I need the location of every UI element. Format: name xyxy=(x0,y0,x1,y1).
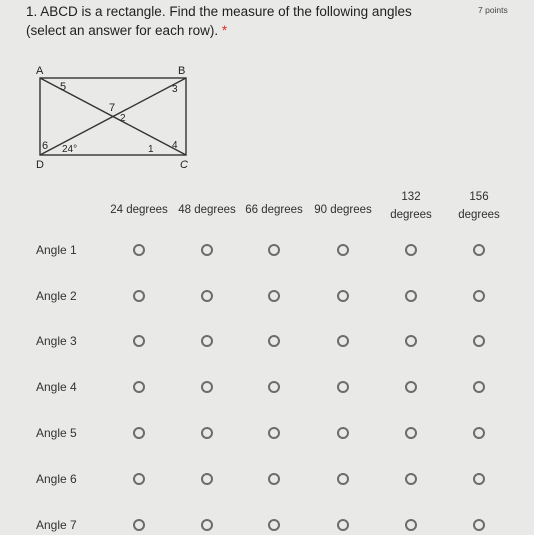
radio-angle-5-option-5[interactable] xyxy=(405,427,417,439)
radio-angle-4-option-5[interactable] xyxy=(405,381,417,393)
radio-angle-1-option-6[interactable] xyxy=(473,244,485,256)
radio-angle-4-option-1[interactable] xyxy=(133,381,145,393)
rectangle-diagram xyxy=(28,60,208,180)
column-header-line1: 156 xyxy=(469,191,489,203)
radio-angle-5-option-1[interactable] xyxy=(133,427,145,439)
radio-angle-5-option-3[interactable] xyxy=(268,427,280,439)
radio-angle-7-option-5[interactable] xyxy=(405,519,417,531)
row-label-angle-5: Angle 5 xyxy=(36,426,77,440)
radio-angle-5-option-6[interactable] xyxy=(473,427,485,439)
angle-label-4: 4 xyxy=(172,140,178,151)
column-header-1 xyxy=(104,201,174,219)
question-title: 1. ABCD is a rectangle. Find the measure of the following angles (select an answer for each row). xyxy=(26,4,412,38)
row-label-angle-2: Angle 2 xyxy=(36,289,77,303)
column-header-6 xyxy=(444,188,514,224)
required-mark: * xyxy=(221,23,228,38)
column-header-line1: 132 xyxy=(401,191,421,203)
radio-angle-3-option-5[interactable] xyxy=(405,335,417,347)
radio-angle-5-option-4[interactable] xyxy=(337,427,349,439)
radio-angle-4-option-6[interactable] xyxy=(473,381,485,393)
angle-label-1: 1 xyxy=(148,144,154,155)
radio-angle-6-option-4[interactable] xyxy=(337,473,349,485)
radio-angle-4-option-4[interactable] xyxy=(337,381,349,393)
vertex-c: C xyxy=(180,159,188,171)
angle-label-3: 3 xyxy=(172,84,178,95)
row-label-angle-3: Angle 3 xyxy=(36,334,77,348)
radio-angle-1-option-5[interactable] xyxy=(405,244,417,256)
column-header-4 xyxy=(308,201,378,219)
radio-angle-2-option-4[interactable] xyxy=(337,290,349,302)
radio-angle-6-option-3[interactable] xyxy=(268,473,280,485)
column-header-line2: degrees xyxy=(458,209,500,221)
row-label-angle-1: Angle 1 xyxy=(36,243,77,257)
column-header-line1: 48 degrees xyxy=(178,204,236,216)
vertex-b: B xyxy=(178,65,186,77)
angle-label-2: 2 xyxy=(120,113,126,124)
radio-angle-6-option-5[interactable] xyxy=(405,473,417,485)
angle-label-6: 6 xyxy=(42,140,49,152)
radio-angle-1-option-2[interactable] xyxy=(201,244,213,256)
radio-angle-7-option-4[interactable] xyxy=(337,519,349,531)
radio-angle-6-option-2[interactable] xyxy=(201,473,213,485)
radio-angle-2-option-3[interactable] xyxy=(268,290,280,302)
radio-angle-3-option-4[interactable] xyxy=(337,335,349,347)
radio-angle-3-option-2[interactable] xyxy=(201,335,213,347)
vertex-d: D xyxy=(36,159,44,171)
row-label-angle-4: Angle 4 xyxy=(36,380,77,394)
radio-angle-2-option-1[interactable] xyxy=(133,290,145,302)
radio-angle-2-option-5[interactable] xyxy=(405,290,417,302)
radio-angle-2-option-2[interactable] xyxy=(201,290,213,302)
radio-angle-7-option-6[interactable] xyxy=(473,519,485,531)
column-header-line1: 24 degrees xyxy=(110,204,168,216)
radio-angle-7-option-3[interactable] xyxy=(268,519,280,531)
radio-angle-5-option-2[interactable] xyxy=(201,427,213,439)
radio-angle-1-option-4[interactable] xyxy=(337,244,349,256)
row-label-angle-6: Angle 6 xyxy=(36,472,77,486)
column-header-3 xyxy=(239,201,309,219)
question-text xyxy=(26,2,446,40)
radio-angle-3-option-1[interactable] xyxy=(133,335,145,347)
radio-angle-6-option-6[interactable] xyxy=(473,473,485,485)
column-header-5 xyxy=(376,188,446,224)
radio-angle-1-option-3[interactable] xyxy=(268,244,280,256)
radio-angle-1-option-1[interactable] xyxy=(133,244,145,256)
angle-label-7: 7 xyxy=(109,102,116,114)
vertex-a: A xyxy=(36,65,44,77)
radio-angle-2-option-6[interactable] xyxy=(473,290,485,302)
angle-label-5: 5 xyxy=(60,81,67,93)
radio-angle-4-option-3[interactable] xyxy=(268,381,280,393)
column-header-2 xyxy=(172,201,242,219)
radio-angle-4-option-2[interactable] xyxy=(201,381,213,393)
radio-angle-7-option-2[interactable] xyxy=(201,519,213,531)
points-label: 7 points xyxy=(478,5,508,15)
given-angle-label: 24° xyxy=(62,144,78,155)
radio-angle-3-option-3[interactable] xyxy=(268,335,280,347)
column-header-line2: degrees xyxy=(390,209,432,221)
row-label-angle-7: Angle 7 xyxy=(36,518,77,532)
column-header-line1: 66 degrees xyxy=(245,204,303,216)
column-header-line1: 90 degrees xyxy=(314,204,372,216)
radio-angle-3-option-6[interactable] xyxy=(473,335,485,347)
radio-angle-6-option-1[interactable] xyxy=(133,473,145,485)
radio-angle-7-option-1[interactable] xyxy=(133,519,145,531)
